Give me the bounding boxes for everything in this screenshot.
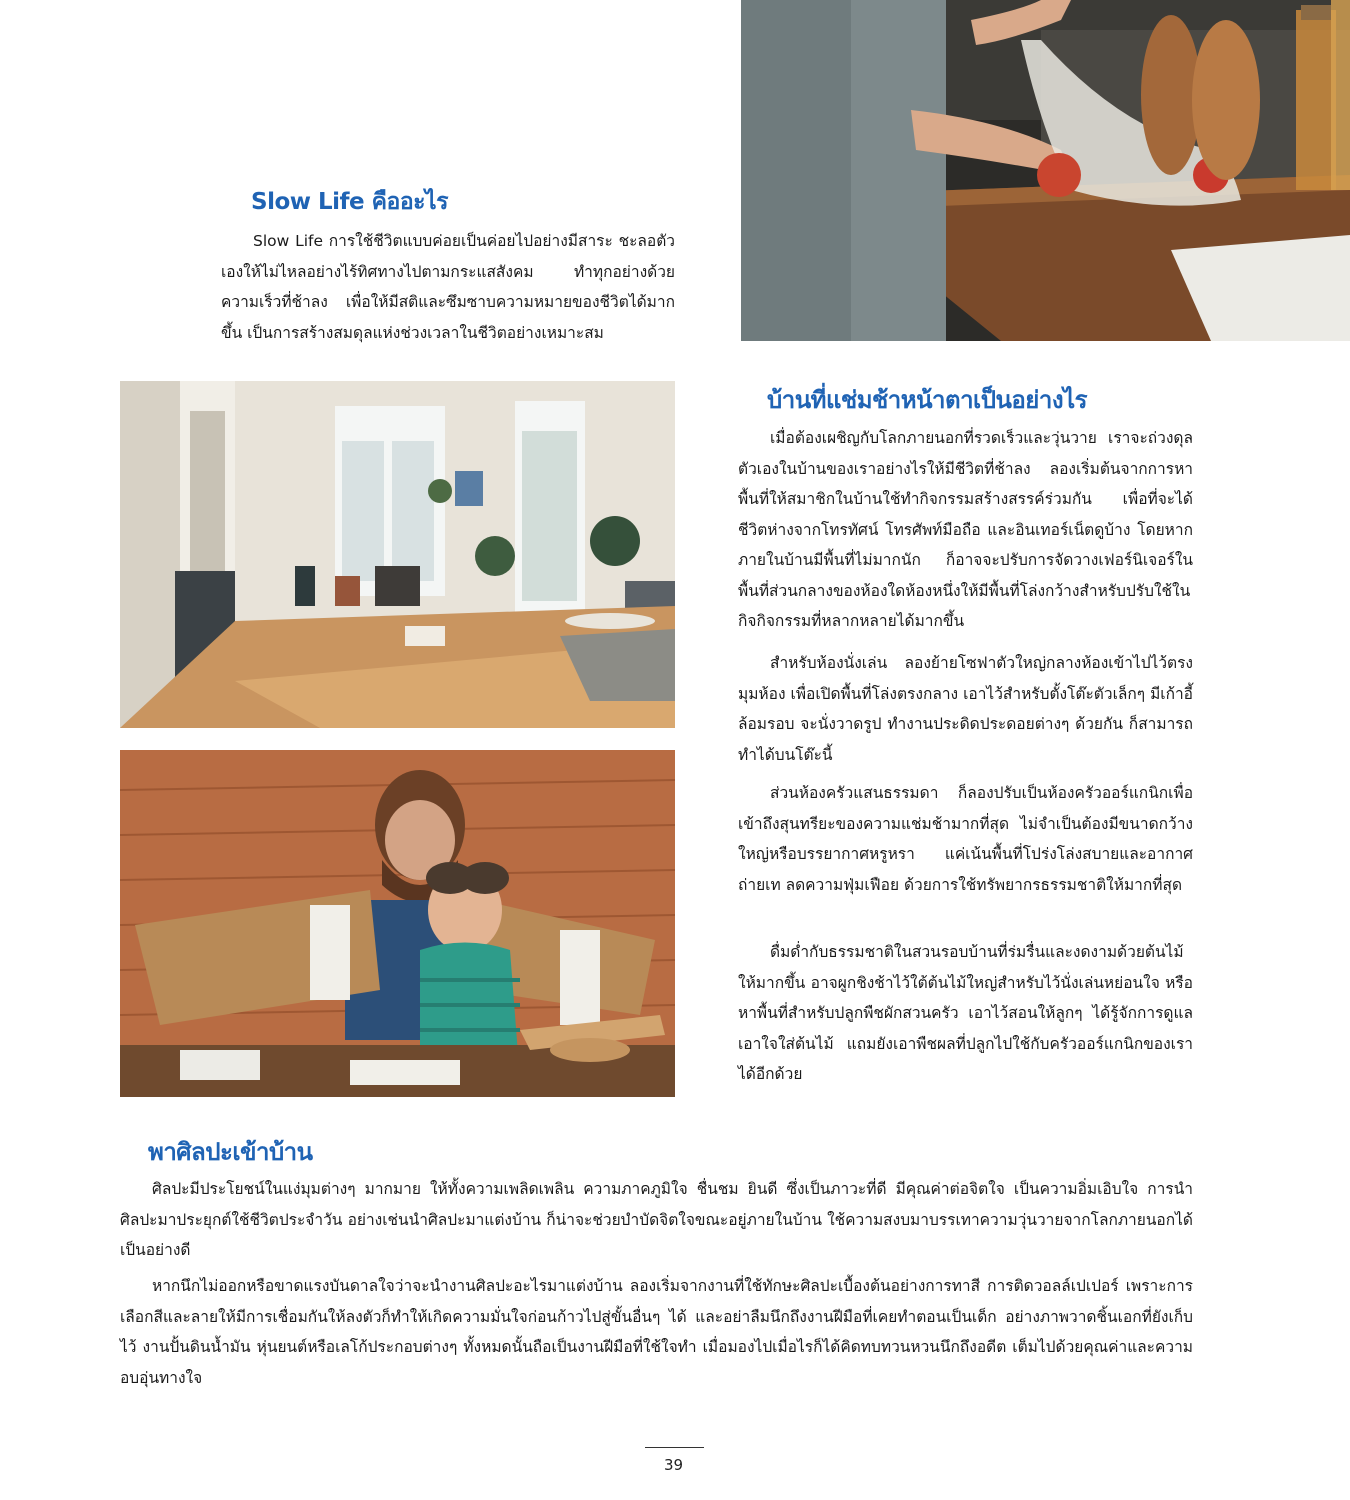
kitchen-photo <box>741 0 1350 341</box>
slow-life-heading: Slow Life คืออะไร <box>251 189 448 215</box>
slow-life-paragraph: Slow Life การใช้ชีวิตแบบค่อยเป็นค่อยไปอย่างมีสาระ ชะลอตัวเองให้ไม่ไหลอย่างไร้ทิศทางไปตามกระแสสังคม ทำทุกอย่างด้วยความเร็วที่ช้าลง เพื่อให้มีสติและซึมซาบความหมายของชีวิตได้มากขึ้น เป็นการสร้างสมดุลแห่งช่วงเวลาในชีวิตอย่างเหมาะสม <box>221 232 675 342</box>
art-home-paragraph-1: ศิลปะมีประโยชน์ในแง่มุมต่างๆ มากมาย ให้ทั้งความเพลิดเพลิน ความภาคภูมิใจ ชื่นชม ยินดี ซึ่งเป็นภาวะที่ดี มีคุณค่าต่อจิตใจ เป็นความอิ่มเอิบใจ การนำศิลปะมาประยุกต์ใช้ชีวิตประจำวัน อย่างเช่นนำศิลปะมาแต่งบ้าน ก็น่าจะช่วยบำบัดจิตใจขณะอยู่ภายในบ้าน ใช้ความสงบมาบรรเทาความวุ่นวายจากโลกภายนอกได้เป็นอย่างดี <box>120 1180 1193 1259</box>
slow-home-paragraph-3: ส่วนห้องครัวแสนธรรมดา ก็ลองปรับเป็นห้องครัวออร์แกนิกเพื่อเข้าถึงสุนทรียะของความแช่มช้ามากที่สุด ไม่จำเป็นต้องมีขนาดกว้างใหญ่หรือบรรยากาศหรูหรา แค่เน้นพื้นที่โปร่งโล่งสบายและอากาศถ่ายเท ลดความฟุ่มเฟือย ด้วยการใช้ทรัพยากรธรรมชาติให้มากที่สุด <box>738 784 1193 894</box>
page-number-rule <box>645 1447 704 1448</box>
slow-home-paragraph-2: สำหรับห้องนั่งเล่น ลองย้ายโซฟาตัวใหญ่กลางห้องเข้าไปไว้ตรงมุมห้อง เพื่อเปิดพื้นที่โล่งตรงกลาง เอาไว้สำหรับตั้งโต๊ะตัวเล็กๆ มีเก้าอี้ล้อมรอบ จะนั่งวาดรูป ทำงานประดิดประดอยต่างๆ ด้วยกัน ก็สามารถทำได้บนโต๊ะนี้ <box>738 654 1193 764</box>
living-room-photo <box>120 381 675 728</box>
slow-home-heading: บ้านที่แช่มช้าหน้าตาเป็นอย่างไร <box>767 386 1088 414</box>
page-number: 39 <box>664 1456 684 1474</box>
slow-home-paragraph-4: ดื่มด่ำกับธรรมชาติในสวนรอบบ้านที่ร่มรื่นและงดงามด้วยต้นไม้ให้มากขึ้น อาจผูกชิงช้าไว้ใต้ต้นไม้ใหญ่สำหรับไว้นั่งเล่นหย่อนใจ หรือหาพื้นที่สำหรับปลูกพืชผักสวนครัว เอาไว้สอนให้ลูกๆ ได้รู้จักการดูแลเอาใจใส่ต้นไม้ แถมยังเอาพืชผลที่ปลูกไปใช้กับครัวออร์แกนิกของเราได้อีกด้วย <box>738 943 1193 1083</box>
slow-home-paragraph-1: เมื่อต้องเผชิญกับโลกภายนอกที่รวดเร็วและวุ่นวาย เราจะถ่วงดุลตัวเองในบ้านของเราอย่างไรให้มีชีวิตที่ช้าลง ลองเริ่มต้นจากการหาพื้นที่ให้สมาชิกในบ้านใช้ทำกิจกรรมสร้างสรรค์ร่วมกัน เพื่อที่จะได้ชีวิตห่างจากโทรทัศน์ โทรศัพท์มือถือ และอินเทอร์เน็ตดูบ้าง โดยหากภายในบ้านมีพื้นที่ไม่มากนัก ก็อาจจะปรับการจัดวางเฟอร์นิเจอร์ในพื้นที่ส่วนกลางของห้องใดห้องหนึ่งให้มีพื้นที่โล่งกว้างสำหรับปรับใช้ในกิจกิจกรรมที่หลากหลายได้มากขึ้น <box>738 429 1193 630</box>
art-home-paragraph-2: หากนึกไม่ออกหรือขาดแรงบันดาลใจว่าจะนำงานศิลปะอะไรมาแต่งบ้าน ลองเริ่มจากงานที่ใช้ทักษะศิลปะเบื้องต้นอย่างการทาสี การติดวอลล์เปเปอร์ เพราะการเลือกสีและลายให้มีการเชื่อมกันให้ลงตัวก็ทำให้เกิดความมั่นใจก่อนก้าวไปสู่ขั้นอื่นๆ ได้ และอย่าลืมนึกถึงงานฝีมือที่เคยทำตอนเป็นเด็ก อย่างภาพวาดชิ้นเอกที่ยังเก็บไว้ งานปั้นดินน้ำมัน หุ่นยนต์หรือเลโก้ประกอบต่างๆ ทั้งหมดนั้นถือเป็นงานฝีมือที่ใช้ใจทำ เมื่อมองไปเมื่อไรก็ได้คิดทบทวนหวนนึกถึงอดีต เต็มไปด้วยคุณค่าและความอบอุ่นทางใจ <box>120 1277 1193 1387</box>
father-son-photo <box>120 750 675 1097</box>
art-home-heading: พาศิลปะเข้าบ้าน <box>148 1138 313 1166</box>
